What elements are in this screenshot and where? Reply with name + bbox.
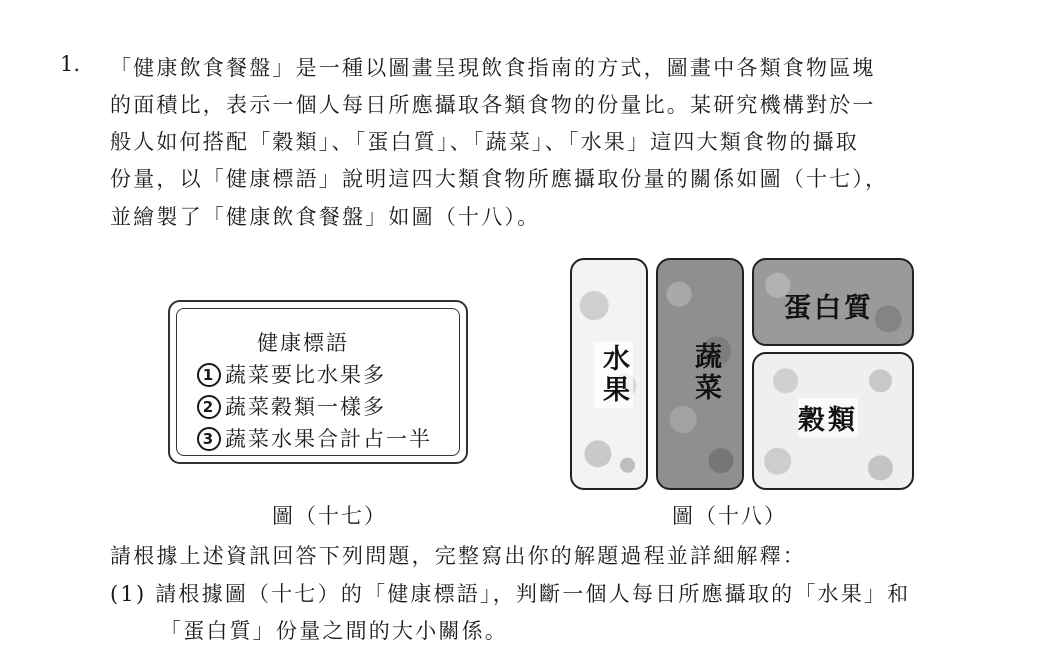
health-slogan-inner-frame — [176, 308, 460, 456]
question-number: 1. — [60, 52, 81, 76]
protein-label: 蛋白質 — [784, 293, 874, 324]
slogan-rule-1 — [197, 359, 386, 389]
instruction-text: 請根據上述資訊回答下列問題，完整寫出你的解題過程並詳細解釋： — [110, 544, 806, 568]
plate-section-vegetables — [656, 258, 744, 490]
figure-18-caption: 圖（十八） — [672, 504, 787, 528]
question-text-line-3: 般人如何搭配「穀類」、「蛋白質」、「蔬菜」、「水果」這四大類食物的攝取 — [110, 130, 859, 154]
question-text-line-4: 份量，以「健康標語」說明這四大類食物所應攝取份量的關係如圖（十七）， — [110, 167, 889, 191]
plate-section-grains — [752, 352, 914, 490]
slogan-rule-3 — [197, 423, 432, 453]
fruit-label: 水果 — [594, 342, 633, 408]
circled-number-2: 2 — [197, 395, 221, 419]
circled-number-1: 1 — [197, 363, 221, 387]
plate-section-protein — [752, 258, 914, 346]
slogan-rule-3-text: 蔬菜水果合計占一半 — [225, 427, 432, 451]
plate-section-fruit — [570, 258, 648, 490]
circled-number-3: 3 — [197, 427, 221, 451]
figure-17-caption: 圖（十七） — [272, 504, 387, 528]
slogan-rule-2 — [197, 391, 386, 421]
vegetables-label: 蔬菜 — [690, 342, 721, 404]
question-text-line-2: 的面積比，表示一個人每日所應攝取各類食物的份量比。某研究機構對於一 — [110, 93, 876, 117]
part-1-question-line-2: 「蛋白質」份量之間的大小關係。 — [160, 619, 508, 643]
grains-label: 穀類 — [798, 398, 858, 437]
part-1-question-line-1: (1) 請根據圖（十七）的「健康標語」，判斷一個人每日所應攝取的「水果」和 — [110, 582, 911, 606]
slogan-rule-2-text: 蔬菜穀類一樣多 — [225, 395, 386, 419]
health-slogan-title: 健康標語 — [257, 331, 349, 355]
question-text-line-1: 「健康飲食餐盤」是一種以圖畫呈現飲食指南的方式，圖畫中各類食物區塊 — [110, 56, 876, 80]
health-slogan-box — [168, 300, 468, 464]
slogan-rule-1-text: 蔬菜要比水果多 — [225, 363, 386, 387]
question-text-line-5: 並繪製了「健康飲食餐盤」如圖（十八）。 — [110, 205, 541, 229]
